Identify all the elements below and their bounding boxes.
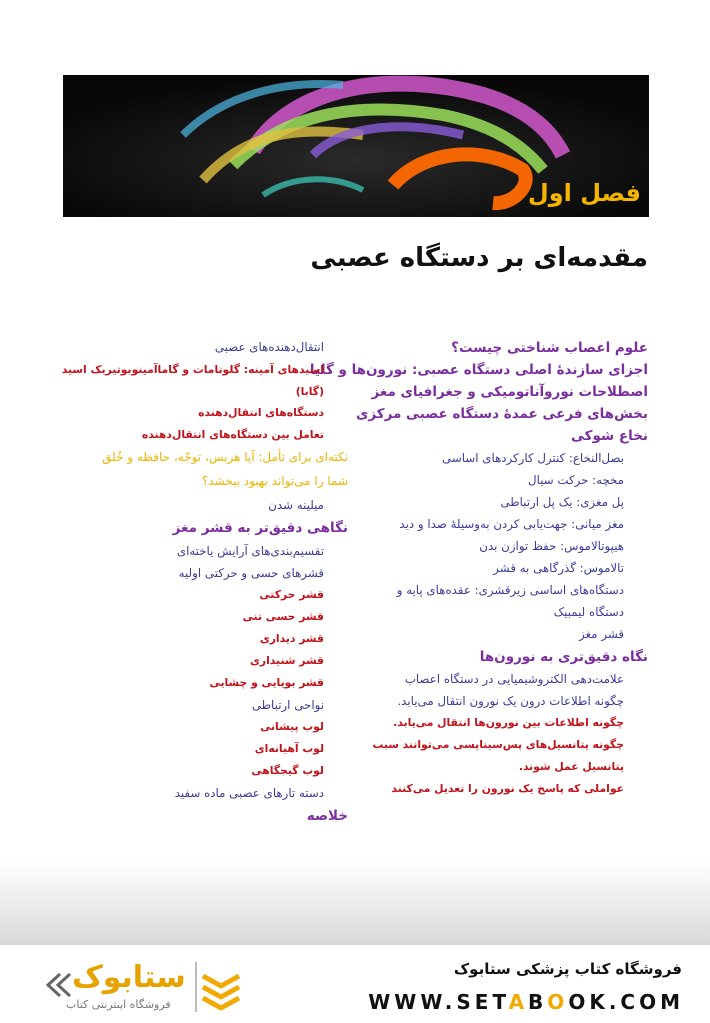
toc-entry: عواملی که پاسخ یک نورون را تعدیل می‌کنند [391,782,624,795]
chapter-label: فصل اول [527,179,641,207]
toc-entry: قشر حسی تنی [242,610,324,623]
toc-entry: اصطلاحات نوروآناتومیکی و جغرافیای مغز [371,384,648,400]
url-mid: B [528,990,548,1014]
toc-entry: چگونه اطلاعات درون یک نورون انتقال می‌یابد. [397,694,624,708]
toc-entry: شما را می‌تواند بهبود ببخشد؟ [201,474,348,488]
toc-entry: قشر مغز [579,627,624,641]
store-url[interactable] [368,990,684,1014]
toc-entry: مخچه: حرکت سیال [528,473,624,487]
toc-entry: علامت‌دهی الکتروشیمیایی در دستگاه اعصاب [404,672,624,686]
toc-entry: میلینه شدن [268,498,324,512]
toc-entry: هیپوتالاموس: حفظ توازن بدن [479,539,624,553]
toc-entry: بصل‌النخاع: کنترل کارکردهای اساسی [442,451,624,465]
toc-entry: چگونه اطلاعات بین نورون‌ها انتقال می‌یابد. [393,716,624,729]
toc-entry: چگونه پتانسیل‌های پس‌سیناپسی می‌توانند سبب [372,738,624,751]
toc-entry: اسیدهای آمینه: گلوتامات و گاماآمینوبوتیریک اسید [61,363,324,376]
toc-entry: لوب گیجگاهی [251,764,324,777]
toc-entry: مغز میانی: جهت‌یابی کردن به‌وسیلهٔ صدا و دید [399,517,624,531]
toc-entry: قشر بویایی و چشایی [209,676,324,689]
chapter-banner [63,75,649,217]
logo-text: ستابوک [72,960,186,995]
toc-entry: دستگاه لیمبیک [553,605,624,619]
toc-entry: انتقال‌دهنده‌های عصبی [214,340,324,354]
toc-entry: دستگاه‌های انتقال‌دهنده [198,406,324,419]
toc-entry: نخاع شوکی [570,428,648,444]
url-prefix: WWW.SET [368,990,509,1014]
toc-entry: پل مغزی: یک پل ارتباطی [500,495,624,509]
toc-entry: علوم اعصاب شناختی چیست؟ [451,340,648,356]
toc-entry: نگاهی دقیق‌تر به قشر مغز [172,520,348,536]
url-highlight-2: O [547,990,569,1014]
url-highlight: A [508,990,529,1014]
toc-entry: لوب پیشانی [260,720,324,733]
toc-entry: دستگاه‌های اساسی زیرقشری: عقده‌های پایه و [396,583,624,597]
toc-entry: تقسیم‌بندی‌های آرایش یاخته‌ای [176,544,324,558]
toc-entry: بخش‌های فرعی عمدهٔ دستگاه عصبی مرکزی [355,406,648,422]
toc-entry: نکته‌ای برای تأمل: آیا هربس، توجّه، حافظه و خُلق [102,450,348,464]
toc-entry: تعامل بین دستگاه‌های انتقال‌دهنده [141,428,324,441]
logo-subtitle: فروشگاه اینترنتی کتاب [66,998,171,1011]
toc-entry: قشر شنیداری [249,654,324,667]
toc-entry: نواحی ارتباطی [251,698,324,712]
toc-entry: قشرهای حسی و حرکتی اولیه [178,566,324,580]
toc-entry: پتانسیل عمل شوند. [518,760,624,773]
toc-entry: نگاه دقیق‌تری به نورون‌ها [479,649,648,665]
toc-entry: قشر دیداری [259,632,324,645]
toc-entry: (گابا) [295,385,324,398]
toc-entry: تالاموس: گذرگاهی به قشر [493,561,624,575]
toc-entry: دسته تارهای عصبی ماده سفید [174,786,324,800]
toc-entry: قشر حرکتی [259,588,324,601]
logo-divider [195,962,197,1012]
footer-gradient [0,860,710,945]
toc-entry: لوب آهیانه‌ای [254,742,324,755]
page-title: مقدمه‌ای بر دستگاه عصبی [310,243,648,273]
store-name: فروشگاه کتاب پزشکی ستابوک [453,960,682,978]
url-suffix: OK.COM [568,990,684,1014]
toc-entry: اجزای سازندهٔ اصلی دستگاه عصبی: نورون‌ها و گلیا [309,362,648,378]
toc-entry: خلاصه [306,808,348,824]
